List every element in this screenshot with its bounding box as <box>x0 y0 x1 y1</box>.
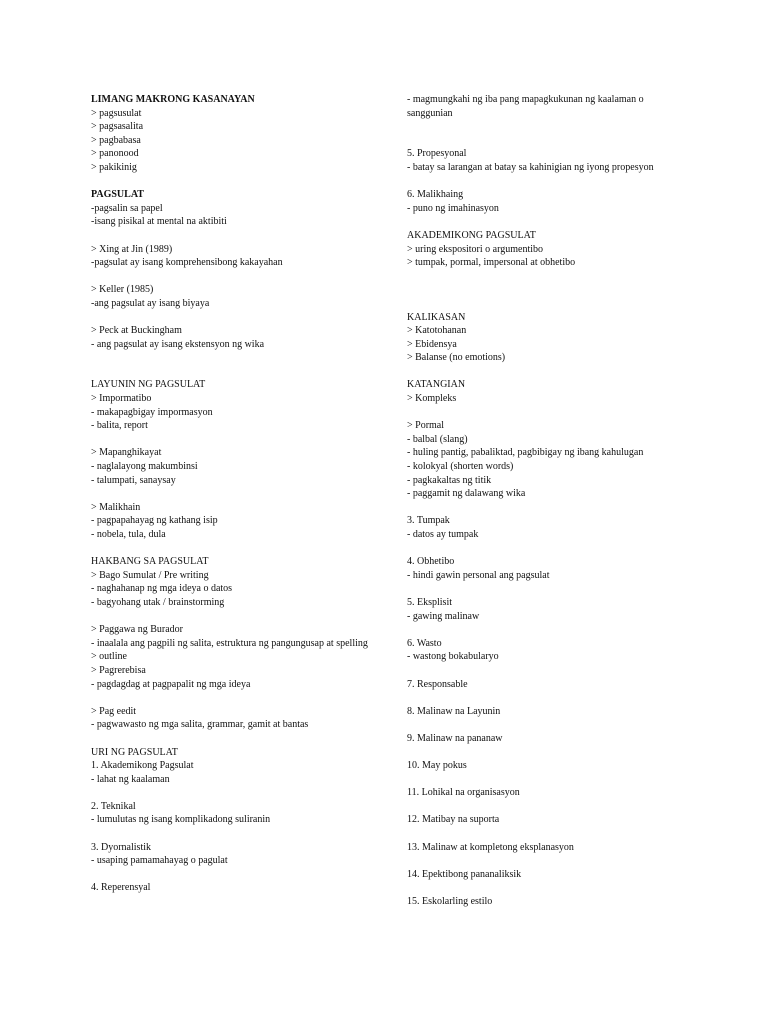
text-line: - pagdagdag at pagpapalit ng mga ideya <box>91 678 251 690</box>
blank-line <box>407 406 669 420</box>
blank-line <box>407 297 669 311</box>
blank-line <box>91 691 391 705</box>
text-line: > pagsusulat <box>91 107 142 119</box>
text-line: LAYUNIN NG PAGSULAT <box>91 379 206 391</box>
text-line: > Bago Sumulat / Pre writing <box>91 569 209 581</box>
blank-line <box>407 283 669 297</box>
text-line: > outline <box>91 651 127 663</box>
text-line: > Mapanghikayat <box>91 447 162 459</box>
blank-line <box>407 582 669 596</box>
text-line: - naglalayong makumbinsi <box>91 461 198 473</box>
text-line: - talumpati, sanaysay <box>91 474 176 486</box>
right-column <box>407 93 669 909</box>
text-line: > Keller (1985) <box>91 284 154 296</box>
blank-line <box>407 623 669 637</box>
text-line: 10. May pokus <box>407 760 467 772</box>
text-line: - inaalala ang pagpili ng salita, estruktura ng pangungusap at spelling <box>91 637 368 649</box>
text-line: - wastong bokabularyo <box>407 651 499 663</box>
text-line: -pagsulat ay isang komprehensibong kakayahan <box>91 257 283 269</box>
blank-line <box>407 175 669 189</box>
blank-line <box>91 732 391 746</box>
text-line: - datos ay tumpak <box>407 529 479 540</box>
blank-line <box>91 175 391 189</box>
text-line: - balita, report <box>91 420 148 432</box>
text-line: > Malikhain <box>91 501 141 513</box>
text-line: 6. Wasto <box>407 637 442 649</box>
blank-line <box>91 270 391 284</box>
text-line: - paggamit ng dalawang wika <box>407 488 526 500</box>
section-heading: PAGSULAT <box>91 189 144 201</box>
text-line: 2. Teknikal <box>91 800 136 812</box>
text-line: - gawing malinaw <box>407 610 480 622</box>
blank-line <box>91 487 391 501</box>
text-line: > pakikinig <box>91 161 137 173</box>
text-line: 8. Malinaw na Layunin <box>407 705 501 717</box>
blank-line <box>91 610 391 624</box>
blank-line <box>407 854 669 868</box>
blank-line <box>91 868 391 882</box>
text-line: 5. Propesyonal <box>407 148 467 160</box>
blank-line <box>407 800 669 814</box>
blank-line <box>407 215 669 229</box>
section-heading: LIMANG MAKRONG KASANAYAN <box>91 94 255 105</box>
blank-line <box>91 827 391 841</box>
text-line: > Pag eedit <box>91 705 137 717</box>
text-line: 3. Dyornalistik <box>91 841 151 853</box>
text-line: > Kompleks <box>407 393 457 405</box>
blank-line <box>407 691 669 705</box>
blank-line <box>407 542 669 556</box>
text-line: - batay sa larangan at batay sa kahinigian ng iyong propesyon <box>407 161 654 173</box>
text-line: > pagsasalita <box>91 121 144 133</box>
text-line: -isang pisikal at mental na aktibiti <box>91 216 227 228</box>
blank-line <box>91 542 391 556</box>
text-line: - ang pagsulat ay isang ekstensyon ng wika <box>91 338 265 350</box>
text-line: > panonood <box>91 148 139 160</box>
text-line: - pagpapahayag ng kathang isip <box>91 515 218 527</box>
text-line: > Peck at Buckingham <box>91 325 182 337</box>
blank-line <box>407 501 669 515</box>
text-line: - nobela, tula, dula <box>91 529 166 540</box>
text-line: 9. Malinaw na pananaw <box>407 732 503 744</box>
text-line: AKADEMIKONG PAGSULAT <box>407 229 536 241</box>
text-line: KALIKASAN <box>407 311 466 323</box>
blank-line <box>91 786 391 800</box>
blank-line <box>407 827 669 841</box>
text-line: > pagbabasa <box>91 134 141 146</box>
text-line: - balbal (slang) <box>407 433 468 445</box>
text-line: - naghahanap ng mga ideya o datos <box>91 583 233 595</box>
blank-line <box>407 746 669 760</box>
text-line: > Impormatibo <box>91 393 152 405</box>
text-line: 13. Malinaw at kompletong eksplanasyon <box>407 841 574 853</box>
blank-line <box>407 718 669 732</box>
blank-line <box>407 664 669 678</box>
text-line: -ang pagsulat ay isang biyaya <box>91 297 210 309</box>
text-line: - puno ng imahinasyon <box>407 202 499 214</box>
text-line: > Paggawa ng Burador <box>91 624 184 636</box>
text-line: - pagkakaltas ng titik <box>407 474 492 486</box>
text-line: 14. Epektibong pananaliksik <box>407 868 522 880</box>
text-line: 5. Eksplisit <box>407 596 453 608</box>
text-line: - pagwawasto ng mga salita, grammar, gamit at bantas <box>91 719 309 731</box>
text-line: - huling pantig, pabaliktad, pagbibigay ng ibang kahulugan <box>407 447 644 459</box>
text-line: - hindi gawin personal ang pagsulat <box>407 569 550 581</box>
text-line: KATANGIAN <box>407 379 466 391</box>
blank-line <box>407 270 669 284</box>
blank-line <box>91 229 391 243</box>
text-line: 3. Tumpak <box>407 515 450 527</box>
text-line: 4. Obhetibo <box>407 556 455 568</box>
blank-line <box>407 881 669 895</box>
text-line: HAKBANG SA PAGSULAT <box>91 556 209 568</box>
text-line: 15. Eskolarling estilo <box>407 896 493 908</box>
text-line: - lumulutas ng isang komplikadong suliranin <box>91 814 271 826</box>
text-line: > tumpak, pormal, impersonal at obhetibo <box>407 257 576 269</box>
text-line: > Xing at Jin (1989) <box>91 243 173 255</box>
left-column <box>91 93 391 895</box>
text-line: - bagyohang utak / brainstorming <box>91 596 225 608</box>
text-line: > uring ekspositori o argumentibo <box>407 243 543 255</box>
blank-line <box>407 773 669 787</box>
blank-line <box>407 120 669 134</box>
blank-line <box>91 311 391 325</box>
blank-line <box>407 365 669 379</box>
text-line: > Ebidensya <box>407 338 457 350</box>
text-line: > Balanse (no emotions) <box>407 352 506 364</box>
text-line: URI NG PAGSULAT <box>91 746 178 758</box>
text-line: 6. Malikhaing <box>407 189 464 201</box>
text-line: - usaping pamamahayag o pagulat <box>91 855 228 867</box>
text-line: - lahat ng kaalaman <box>91 773 170 785</box>
text-line: 11. Lohikal na organisasyon <box>407 787 520 799</box>
text-line: 12. Matibay na suporta <box>407 814 500 826</box>
text-line: -pagsalin sa papel <box>91 202 163 214</box>
text-line: 4. Reperensyal <box>91 882 151 894</box>
text-line: > Pagrerebisa <box>91 664 146 676</box>
text-line: > Pormal <box>407 420 445 432</box>
text-line: - magmungkahi ng iba pang mapagkukunan ng kaalaman o sanggunian <box>407 94 644 119</box>
blank-line <box>91 351 391 365</box>
blank-line <box>91 365 391 379</box>
text-line: - kolokyal (shorten words) <box>407 461 514 473</box>
text-line: > Katotohanan <box>407 325 467 337</box>
blank-line <box>407 134 669 148</box>
text-line: - makapagbigay impormasyon <box>91 406 213 418</box>
text-line: 1. Akademikong Pagsulat <box>91 760 194 772</box>
blank-line <box>91 433 391 447</box>
text-line: 7. Responsable <box>407 678 468 690</box>
